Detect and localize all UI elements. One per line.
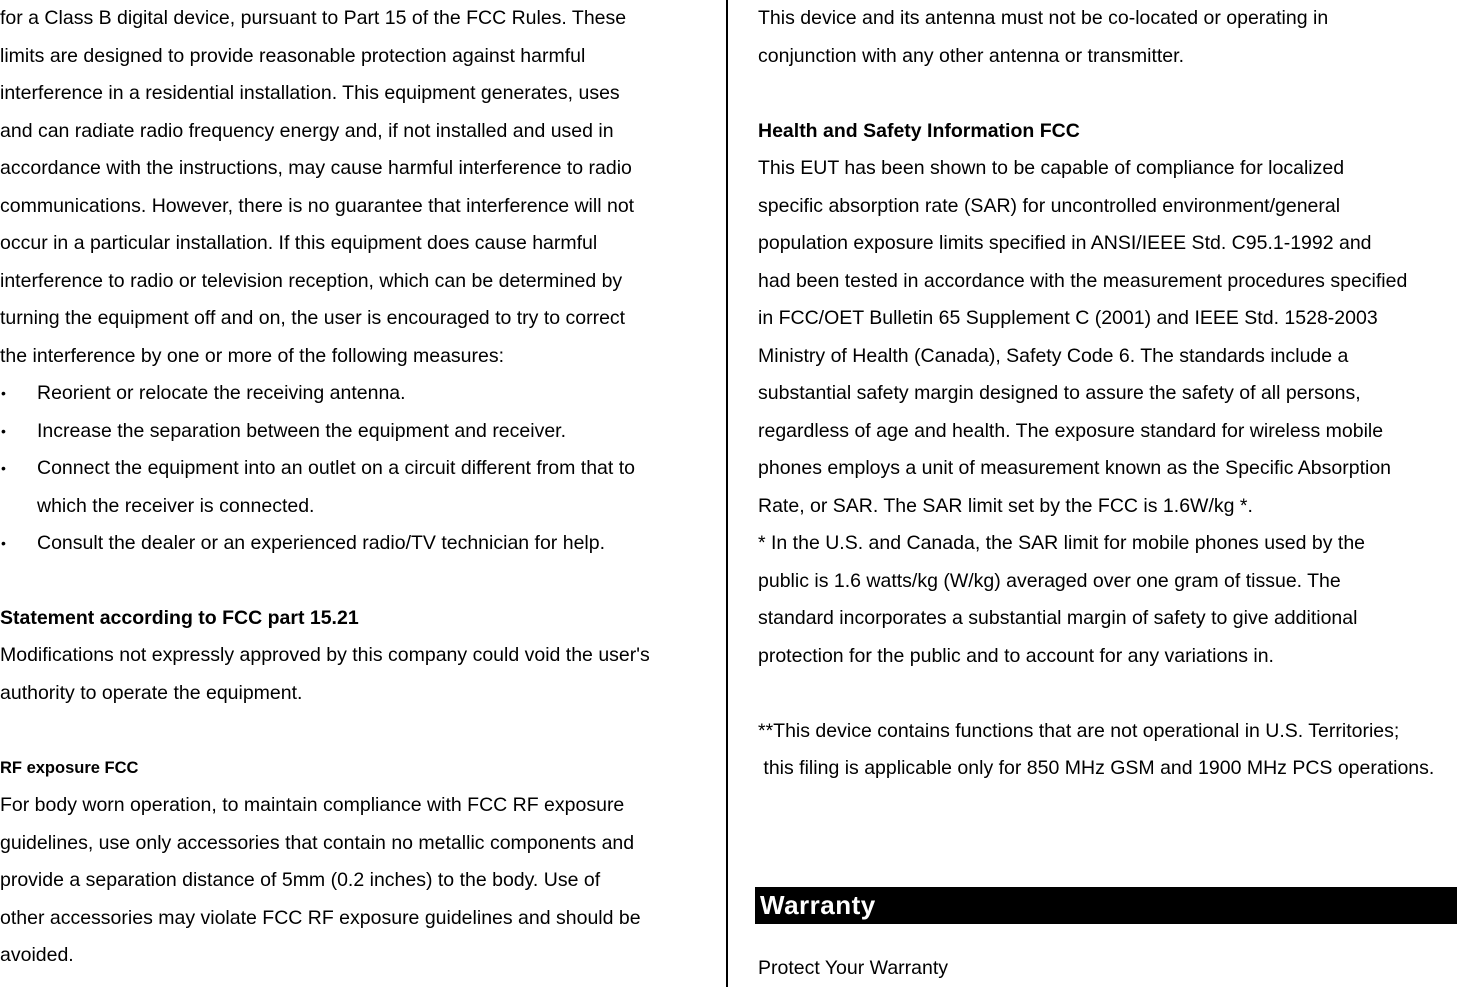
bullet-icon: • [1,460,6,476]
warranty-section-header: Warranty [755,887,1457,924]
territory-line: **This device contains functions that are not operational in U.S. Territories; [758,720,1400,742]
health-line: public is 1.6 watts/kg (W/kg) averaged over one gram of tissue. The [758,570,1341,592]
rf-exposure-heading: RF exposure FCC [0,759,139,777]
statement-line: authority to operate the equipment. [0,682,303,704]
rf-line: avoided. [0,944,74,966]
rf-line: other accessories may violate FCC RF exposure guidelines and should be [0,907,641,929]
column-divider [726,0,728,987]
bullet-icon: • [1,385,6,401]
health-line: Ministry of Health (Canada), Safety Code 6. The standards include a [758,345,1349,367]
health-line: regardless of age and health. The exposure standard for wireless mobile [758,420,1384,442]
intro-line: communications. However, there is no guarantee that interference will not [0,195,635,217]
intro-line: for a Class B digital device, pursuant to Part 15 of the FCC Rules. These [0,7,627,29]
statement-heading: Statement according to FCC part 15.21 [0,607,359,629]
warranty-subheading: Protect Your Warranty [758,957,949,979]
health-line: This EUT has been shown to be capable of compliance for localized [758,157,1345,179]
intro-line: interference in a residential installation. This equipment generates, uses [0,82,620,104]
health-line: phones employs a unit of measurement known as the Specific Absorption [758,457,1392,479]
rf-line: guidelines, use only accessories that contain no metallic components and [0,832,635,854]
statement-line: Modifications not expressly approved by this company could void the user's [0,644,650,666]
rf-line: provide a separation distance of 5mm (0.2 inches) to the body. Use of [0,869,601,891]
bullet-icon: • [1,535,6,551]
intro-line: occur in a particular installation. If this equipment does cause harmful [0,232,598,254]
intro-line: the interference by one or more of the following measures: [0,345,505,367]
intro-line: interference to radio or television reception, which can be determined by [0,270,623,292]
list-item-continuation: which the receiver is connected. [37,495,315,517]
colocation-line: conjunction with any other antenna or transmitter. [758,45,1184,67]
territory-line: this filing is applicable only for 850 MHz GSM and 1900 MHz PCS operations. [758,757,1435,779]
health-line: population exposure limits specified in ANSI/IEEE Std. C95.1-1992 and [758,232,1372,254]
health-line: substantial safety margin designed to assure the safety of all persons, [758,382,1361,404]
health-line: protection for the public and to account for any variations in. [758,645,1274,667]
health-line: * In the U.S. and Canada, the SAR limit for mobile phones used by the [758,532,1366,554]
intro-line: and can radiate radio frequency energy and, if not installed and used in [0,120,614,142]
health-line: specific absorption rate (SAR) for uncontrolled environment/general [758,195,1341,217]
health-line: had been tested in accordance with the measurement procedures specified [758,270,1408,292]
health-line: Rate, or SAR. The SAR limit set by the FCC is 1.6W/kg *. [758,495,1253,517]
rf-line: For body worn operation, to maintain compliance with FCC RF exposure [0,794,625,816]
health-heading: Health and Safety Information FCC [758,120,1080,142]
list-item: Consult the dealer or an experienced radio/TV technician for help. [37,532,606,554]
list-item: Increase the separation between the equipment and receiver. [37,420,567,442]
colocation-line: This device and its antenna must not be co-located or operating in [758,7,1329,29]
list-item: Reorient or relocate the receiving antenna. [37,382,406,404]
health-line: standard incorporates a substantial margin of safety to give additional [758,607,1358,629]
intro-line: turning the equipment off and on, the user is encouraged to try to correct [0,307,626,329]
list-item: Connect the equipment into an outlet on a circuit different from that to [37,457,635,479]
health-line: in FCC/OET Bulletin 65 Supplement C (2001) and IEEE Std. 1528-2003 [758,307,1378,329]
intro-line: accordance with the instructions, may cause harmful interference to radio [0,157,632,179]
intro-line: limits are designed to provide reasonable protection against harmful [0,45,586,67]
bullet-icon: • [1,423,6,439]
